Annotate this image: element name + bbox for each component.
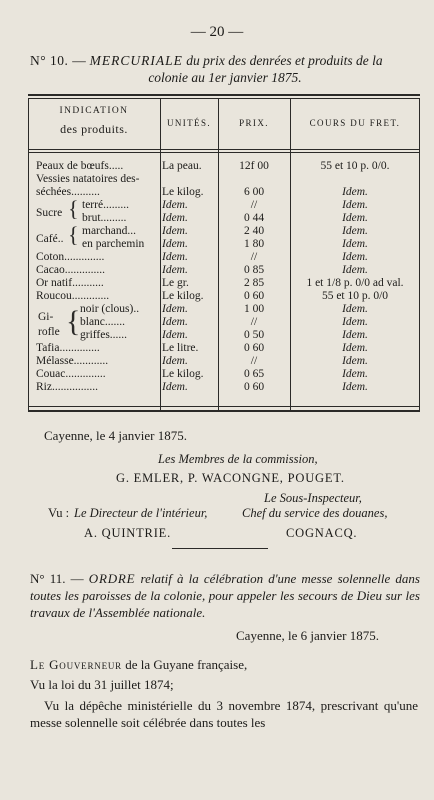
- price-cell: 6 00: [243, 186, 265, 198]
- table-rule: [28, 410, 420, 412]
- table-row: [28, 160, 420, 173]
- price-cell: 0 44: [243, 212, 265, 224]
- product-cell: griffes......: [80, 329, 128, 341]
- vu-depeche: Vu la dépêche ministérielle du 3 novembre 1874, prescrivant qu'une messe solennelle soit célébrée dans toutes les: [30, 698, 418, 730]
- table-row: [28, 264, 420, 277]
- product-cell: en parchemin: [82, 238, 145, 250]
- gouverneur-line: [30, 656, 418, 673]
- freight-cell: Idem.: [342, 225, 368, 237]
- freight-cell: Idem.: [342, 264, 368, 276]
- page-number: — 20 —: [190, 24, 244, 40]
- unit-cell: Idem.: [162, 251, 188, 263]
- brace-icon: {: [66, 305, 81, 338]
- sous-inspecteur-title: Le Sous-Inspecteur,: [264, 491, 362, 505]
- table-row: [28, 381, 420, 394]
- product-cell: Coton..............: [36, 251, 105, 263]
- table-row: [28, 225, 420, 238]
- section-divider: [172, 548, 268, 549]
- place-date-10: Cayenne, le 4 janvier 1875.: [44, 428, 187, 443]
- directeur-title: Le Directeur de l'intérieur,: [74, 506, 208, 520]
- freight-cell: 55 et 10 p. 0/0: [321, 290, 389, 302]
- freight-cell: Idem.: [342, 212, 368, 224]
- price-cell: //: [250, 199, 258, 211]
- sous-inspecteur-service: Chef du service des douanes,: [242, 506, 388, 520]
- section-10-heading: [30, 52, 420, 86]
- freight-cell: Idem.: [342, 251, 368, 263]
- unit-cell: Idem.: [162, 329, 188, 341]
- product-cell: marchand...: [82, 225, 136, 237]
- price-cell: //: [250, 251, 258, 263]
- section-11-title-rest: relatif à la célébration d'une messe solennelle dans toutes les paroisses de la colonie, pour appeler les secours de Dieu sur les travaux de l'Assemblée nationale.: [30, 571, 420, 620]
- unit-cell: Idem.: [162, 316, 188, 328]
- commission-label: Les Membres de la commission,: [158, 452, 318, 466]
- price-cell: 2 40: [243, 225, 265, 237]
- unit-cell: Idem.: [162, 303, 188, 315]
- product-cell: noir (clous)..: [80, 303, 140, 315]
- product-cell: séchées..........: [36, 186, 100, 198]
- unit-cell: Idem.: [162, 212, 188, 224]
- section-10-title-rest: du prix des denrées et produits de la: [182, 53, 383, 68]
- table-rule: [28, 149, 420, 150]
- brace-icon: {: [68, 196, 79, 221]
- freight-cell: Idem.: [342, 238, 368, 250]
- freight-cell: Idem.: [342, 303, 368, 315]
- commission-names: G. EMLER, P. WACONGNE, POUGET.: [116, 471, 345, 485]
- gouverneur-caps: Le Gouverneur: [30, 657, 122, 672]
- place-date-11: Cayenne, le 6 janvier 1875.: [236, 628, 379, 643]
- freight-cell: Idem.: [342, 381, 368, 393]
- vu-loi: Vu la loi du 31 juillet 1874;: [30, 677, 174, 692]
- freight-cell: Idem.: [342, 342, 368, 354]
- product-cell: Couac..............: [36, 368, 106, 380]
- freight-cell: 1 et 1/8 p. 0/0 ad val.: [306, 277, 404, 289]
- table-row: [28, 368, 420, 381]
- header-prix: PRIX.: [239, 118, 269, 128]
- freight-cell: Idem.: [342, 355, 368, 367]
- table-row: [28, 199, 420, 212]
- table-rule: [28, 94, 420, 96]
- product-cell: Roucou.............: [36, 290, 110, 302]
- header-indication-sub: des produits.: [60, 122, 128, 136]
- unit-cell: La peau.: [162, 160, 202, 172]
- group-label-sucre: Sucre: [36, 207, 63, 219]
- freight-cell: Idem.: [342, 368, 368, 380]
- product-cell: Mélasse............: [36, 355, 109, 367]
- price-cell: 2 85: [243, 277, 265, 289]
- section-10-title-caps: MERCURIALE: [89, 53, 183, 68]
- table-row: [28, 173, 420, 186]
- table-row: [28, 303, 420, 316]
- mercuriale-table: [28, 94, 420, 416]
- unit-cell: Idem.: [162, 225, 188, 237]
- product-cell: Cacao..............: [36, 264, 105, 276]
- price-cell: //: [250, 316, 258, 328]
- unit-cell: Le kilog.: [162, 186, 204, 198]
- group-label-cafe: Café..: [36, 233, 64, 245]
- freight-cell: Idem.: [342, 186, 368, 198]
- freight-cell: 55 et 10 p. 0/0.: [320, 160, 390, 172]
- table-row: [28, 251, 420, 264]
- section-10-number: N° 10. —: [30, 53, 87, 68]
- cognacq-name: COGNACQ.: [286, 526, 358, 540]
- freight-cell: Idem.: [342, 199, 368, 211]
- table-rule: [28, 98, 420, 99]
- group-label-girofle-b: rofle: [38, 326, 60, 338]
- unit-cell: Le kilog.: [162, 368, 204, 380]
- table-row: [28, 329, 420, 342]
- product-cell: blanc.......: [80, 316, 126, 328]
- table-rule: [28, 406, 420, 407]
- unit-cell: Idem.: [162, 381, 188, 393]
- price-cell: //: [250, 355, 258, 367]
- unit-cell: Idem.: [162, 238, 188, 250]
- price-cell: 0 60: [243, 342, 265, 354]
- price-cell: 0 50: [243, 329, 265, 341]
- freight-cell: Idem.: [342, 316, 368, 328]
- price-cell: 12f 00: [239, 160, 269, 172]
- product-cell: terré.........: [82, 199, 129, 211]
- table-row: [28, 277, 420, 290]
- table-row: [28, 355, 420, 368]
- gouverneur-rest: de la Guyane française,: [121, 657, 248, 672]
- table-row: [28, 342, 420, 355]
- table-row: [28, 212, 420, 225]
- price-cell: 0 60: [243, 290, 265, 302]
- section-11-title-caps: ORDRE: [88, 571, 136, 586]
- section-11-number: N° 11. —: [30, 571, 84, 586]
- header-indication: [28, 106, 160, 137]
- product-cell: Or natif...........: [36, 277, 104, 289]
- product-cell: brut.........: [82, 212, 127, 224]
- header-fret: COURS DU FRET.: [309, 118, 401, 128]
- unit-cell: Idem.: [162, 199, 188, 211]
- table-row: [28, 186, 420, 199]
- unit-cell: Le kilog.: [162, 290, 204, 302]
- product-cell: Vessies natatoires des-: [36, 173, 140, 185]
- price-cell: 0 60: [243, 381, 265, 393]
- product-cell: Peaux de bœufs.....: [36, 160, 124, 172]
- table-row: [28, 316, 420, 329]
- price-cell: 0 65: [243, 368, 265, 380]
- price-cell: 1 00: [243, 303, 265, 315]
- unit-cell: Idem.: [162, 355, 188, 367]
- price-cell: 0 85: [243, 264, 265, 276]
- unit-cell: Le litre.: [162, 342, 199, 354]
- header-indication-label: INDICATION: [59, 106, 129, 116]
- header-unites: UNITÉS.: [166, 118, 212, 128]
- product-cell: Riz................: [36, 381, 98, 393]
- section-11-heading: [30, 570, 420, 621]
- section-10-title-line2: colonie au 1er janvier 1875.: [148, 70, 302, 85]
- vu-label: Vu :: [48, 506, 70, 520]
- unit-cell: Le gr.: [162, 277, 189, 289]
- table-rule: [28, 152, 420, 153]
- brace-icon: {: [68, 222, 79, 247]
- price-cell: 1 80: [243, 238, 265, 250]
- table-row: [28, 290, 420, 303]
- unit-cell: Idem.: [162, 264, 188, 276]
- table-row: [28, 238, 420, 251]
- directeur-name: A. QUINTRIE.: [84, 526, 172, 540]
- group-label-girofle-a: Gi-: [38, 311, 54, 323]
- freight-cell: Idem.: [342, 329, 368, 341]
- product-cell: Tafia..............: [36, 342, 100, 354]
